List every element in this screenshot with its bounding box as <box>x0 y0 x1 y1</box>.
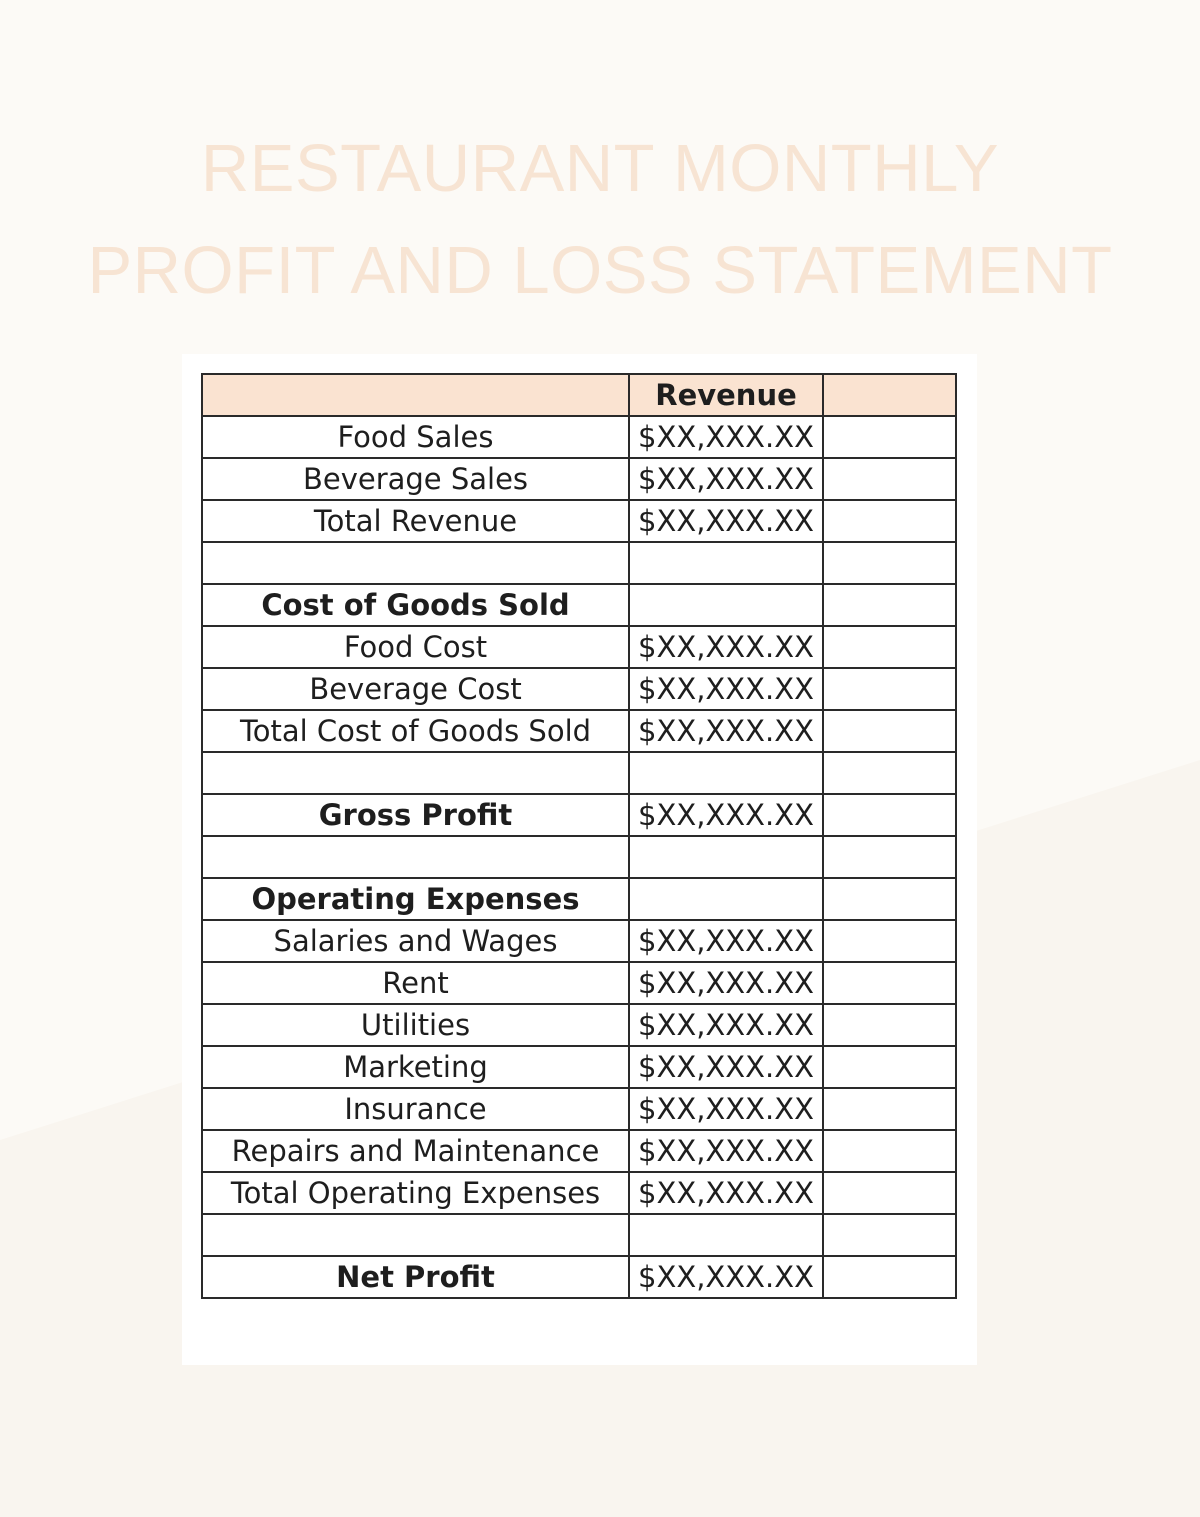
table-header-row <box>202 374 956 416</box>
row-label-cell[interactable]: Total Cost of Goods Sold <box>202 710 629 752</box>
row-label-cell[interactable]: Marketing <box>202 1046 629 1088</box>
row-extra-cell[interactable] <box>823 626 956 668</box>
table-row <box>202 1256 956 1298</box>
row-label-cell[interactable]: Insurance <box>202 1088 629 1130</box>
row-value-cell[interactable] <box>629 752 823 794</box>
row-value-cell[interactable] <box>629 584 823 626</box>
row-label-cell[interactable] <box>202 836 629 878</box>
row-extra-cell[interactable] <box>823 668 956 710</box>
row-label-cell[interactable]: Beverage Sales <box>202 458 629 500</box>
table-row <box>202 794 956 836</box>
row-label-cell[interactable]: Beverage Cost <box>202 668 629 710</box>
table-row <box>202 836 956 878</box>
row-value-cell[interactable]: $XX,XXX.XX <box>629 1004 823 1046</box>
page-title <box>0 118 1200 322</box>
row-extra-cell[interactable] <box>823 1130 956 1172</box>
row-extra-cell[interactable] <box>823 962 956 1004</box>
row-extra-cell[interactable] <box>823 542 956 584</box>
row-extra-cell[interactable] <box>823 1172 956 1214</box>
row-value-cell[interactable]: $XX,XXX.XX <box>629 1172 823 1214</box>
row-extra-cell[interactable] <box>823 500 956 542</box>
row-extra-cell[interactable] <box>823 416 956 458</box>
table-row <box>202 920 956 962</box>
row-value-cell[interactable]: $XX,XXX.XX <box>629 1256 823 1298</box>
table-row <box>202 1088 956 1130</box>
table-row <box>202 668 956 710</box>
title-line-1: RESTAURANT MONTHLY <box>200 131 1000 206</box>
table-row <box>202 1130 956 1172</box>
row-value-cell[interactable]: $XX,XXX.XX <box>629 1130 823 1172</box>
row-label-cell[interactable] <box>202 1214 629 1256</box>
row-extra-cell[interactable] <box>823 1214 956 1256</box>
table-row <box>202 752 956 794</box>
row-label-cell[interactable]: Cost of Goods Sold <box>202 584 629 626</box>
row-extra-cell[interactable] <box>823 1256 956 1298</box>
row-label-cell[interactable]: Operating Expenses <box>202 878 629 920</box>
row-extra-cell[interactable] <box>823 458 956 500</box>
table-row <box>202 1046 956 1088</box>
row-label-cell[interactable]: Net Profit <box>202 1256 629 1298</box>
table-row <box>202 500 956 542</box>
row-label-cell[interactable]: Total Operating Expenses <box>202 1172 629 1214</box>
row-value-cell[interactable]: $XX,XXX.XX <box>629 668 823 710</box>
row-value-cell[interactable]: $XX,XXX.XX <box>629 1088 823 1130</box>
header-extra-cell[interactable] <box>823 374 956 416</box>
table-row <box>202 458 956 500</box>
title-line-2: PROFIT AND LOSS STATEMENT <box>87 233 1113 308</box>
row-value-cell[interactable]: $XX,XXX.XX <box>629 794 823 836</box>
row-value-cell[interactable]: $XX,XXX.XX <box>629 458 823 500</box>
row-value-cell[interactable]: $XX,XXX.XX <box>629 962 823 1004</box>
row-value-cell[interactable] <box>629 1214 823 1256</box>
row-value-cell[interactable] <box>629 836 823 878</box>
row-value-cell[interactable] <box>629 542 823 584</box>
row-extra-cell[interactable] <box>823 710 956 752</box>
row-value-cell[interactable]: $XX,XXX.XX <box>629 500 823 542</box>
row-extra-cell[interactable] <box>823 752 956 794</box>
table-row <box>202 1004 956 1046</box>
row-label-cell[interactable]: Rent <box>202 962 629 1004</box>
table-row <box>202 710 956 752</box>
row-value-cell[interactable]: $XX,XXX.XX <box>629 1046 823 1088</box>
row-label-cell[interactable]: Total Revenue <box>202 500 629 542</box>
row-extra-cell[interactable] <box>823 794 956 836</box>
header-label-cell[interactable] <box>202 374 629 416</box>
row-value-cell[interactable]: $XX,XXX.XX <box>629 710 823 752</box>
table-row <box>202 584 956 626</box>
table-row <box>202 1214 956 1256</box>
row-label-cell[interactable]: Utilities <box>202 1004 629 1046</box>
row-extra-cell[interactable] <box>823 878 956 920</box>
row-extra-cell[interactable] <box>823 920 956 962</box>
row-label-cell[interactable]: Salaries and Wages <box>202 920 629 962</box>
row-label-cell[interactable]: Repairs and Maintenance <box>202 1130 629 1172</box>
header-revenue-cell[interactable]: Revenue <box>629 374 823 416</box>
row-label-cell[interactable] <box>202 542 629 584</box>
row-label-cell[interactable]: Food Cost <box>202 626 629 668</box>
row-extra-cell[interactable] <box>823 1004 956 1046</box>
table-row <box>202 416 956 458</box>
row-value-cell[interactable] <box>629 878 823 920</box>
table-row <box>202 626 956 668</box>
table-row <box>202 1172 956 1214</box>
table-row <box>202 962 956 1004</box>
profit-loss-table <box>201 373 957 1299</box>
row-extra-cell[interactable] <box>823 836 956 878</box>
row-value-cell[interactable]: $XX,XXX.XX <box>629 920 823 962</box>
table-row <box>202 542 956 584</box>
row-value-cell[interactable]: $XX,XXX.XX <box>629 416 823 458</box>
row-label-cell[interactable]: Food Sales <box>202 416 629 458</box>
row-extra-cell[interactable] <box>823 1046 956 1088</box>
row-label-cell[interactable] <box>202 752 629 794</box>
table-row <box>202 878 956 920</box>
row-value-cell[interactable]: $XX,XXX.XX <box>629 626 823 668</box>
row-extra-cell[interactable] <box>823 1088 956 1130</box>
row-extra-cell[interactable] <box>823 584 956 626</box>
row-label-cell[interactable]: Gross Profit <box>202 794 629 836</box>
